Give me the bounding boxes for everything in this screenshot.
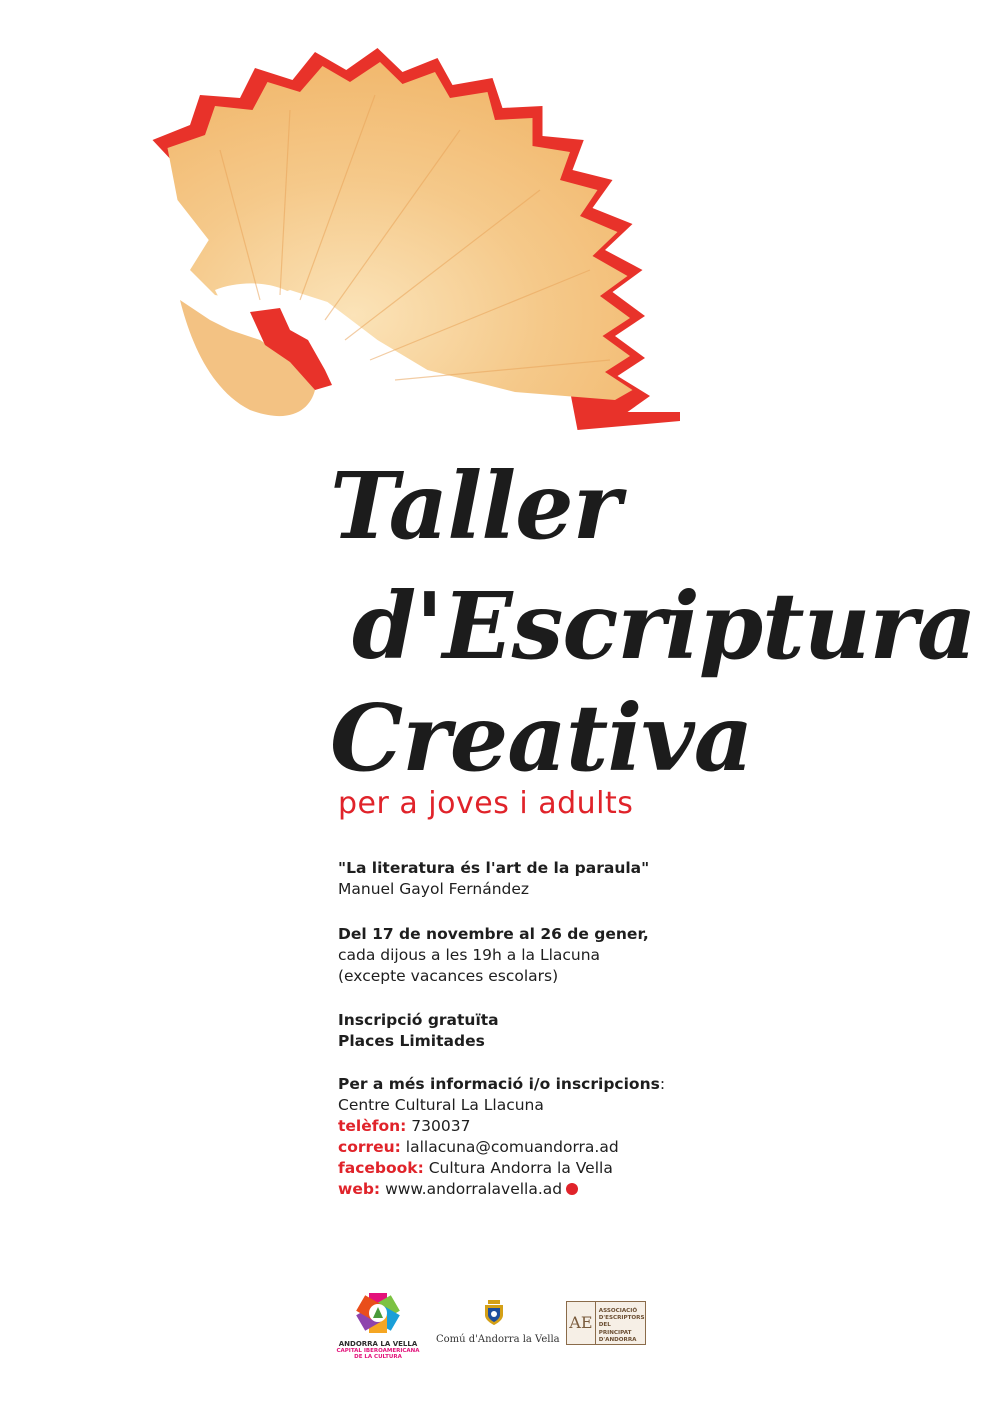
association-line-4: D'ANDORRA xyxy=(598,1336,637,1343)
comu-logo-caption: Comú d'Andorra la Vella xyxy=(436,1334,560,1345)
contact-phone-line xyxy=(338,1116,665,1137)
poster-subtitle: per a joves i adults xyxy=(338,786,634,821)
email-label: correu: xyxy=(338,1138,401,1156)
capital-logo-tagline-1: CAPITAL IBEROAMERICANA xyxy=(336,1348,420,1354)
association-text xyxy=(596,1302,645,1344)
schedule-when: cada dijous a les 19h a la Llacuna xyxy=(338,946,601,964)
registration-block xyxy=(338,1010,499,1052)
schedule-dates: Del 17 de novembre al 26 de gener, xyxy=(338,925,649,943)
contact-venue: Centre Cultural La Llacuna xyxy=(338,1096,544,1114)
capital-logo-name: ANDORRA LA VELLA xyxy=(338,1340,418,1348)
capital-logo-tagline-2: DE LA CULTURA xyxy=(354,1354,402,1360)
association-line-2: D'ESCRIPTORS xyxy=(598,1315,645,1322)
schedule-note: (excepte vacances escolars) xyxy=(338,967,559,985)
poster-title-line-3: Creativa xyxy=(330,684,753,792)
coat-of-arms-icon xyxy=(483,1300,505,1326)
phone-value: 730037 xyxy=(406,1117,471,1135)
quote-text: "La literatura és l'art de la paraula" xyxy=(338,859,650,877)
red-dot-icon xyxy=(566,1183,578,1195)
contact-facebook-line xyxy=(338,1158,665,1179)
poster-title-line-2: d'Escriptura xyxy=(352,572,976,680)
web-link[interactable]: www.andorralavella.ad xyxy=(380,1180,563,1198)
association-mark: AE xyxy=(567,1302,596,1344)
contact-heading-colon: : xyxy=(659,1075,666,1093)
web-label: web: xyxy=(338,1180,381,1198)
facebook-value: Cultura Andorra la Vella xyxy=(423,1159,613,1177)
contact-heading-line xyxy=(338,1074,665,1095)
writers-association-logo xyxy=(566,1301,646,1345)
poster-title-line-1: Taller xyxy=(330,452,621,560)
contact-web-line xyxy=(338,1179,665,1200)
quote-author: Manuel Gayol Fernández xyxy=(338,880,530,898)
schedule-block xyxy=(338,924,649,987)
facebook-label: facebook: xyxy=(338,1159,424,1177)
quote-block xyxy=(338,858,649,900)
contact-block xyxy=(338,1074,665,1200)
contact-heading: Per a més informació i/o inscripcions xyxy=(338,1075,660,1093)
contact-email-line xyxy=(338,1137,665,1158)
registration-free: Inscripció gratuïta xyxy=(338,1011,499,1029)
comu-andorra-logo xyxy=(436,1300,560,1350)
association-line-3: DEL PRINCIPAT xyxy=(598,1322,632,1336)
pencil-shaving-illustration xyxy=(140,40,680,440)
association-line-1: ASSOCIACIÓ xyxy=(598,1308,638,1314)
registration-limited: Places Limitades xyxy=(338,1032,485,1050)
capital-cultura-logo xyxy=(330,1290,426,1360)
email-link[interactable]: lallacuna@comuandorra.ad xyxy=(400,1138,619,1156)
capital-star-icon xyxy=(355,1290,401,1336)
phone-label: telèfon: xyxy=(338,1117,407,1135)
